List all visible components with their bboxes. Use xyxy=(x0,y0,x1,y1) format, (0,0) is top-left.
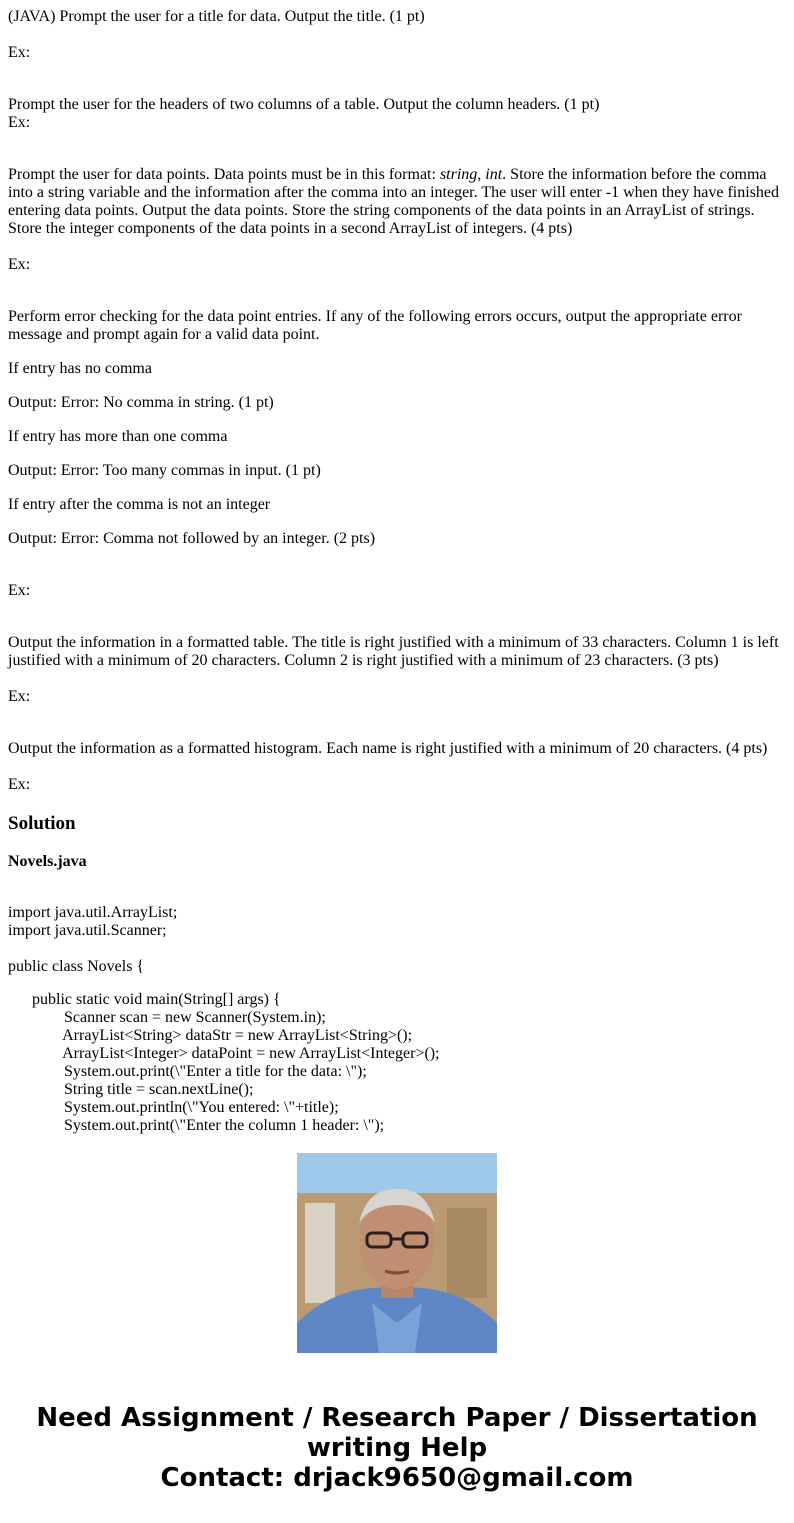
example-label: Ex: xyxy=(8,776,31,793)
code-line: System.out.print(\"Enter the column 1 header: \"); xyxy=(36,1117,385,1134)
example-label: Ex: xyxy=(8,44,31,61)
error-output-1: Output: Error: No comma in string. (1 pt) xyxy=(8,394,274,411)
code-line: System.out.print(\"Enter a title for the data: \"); xyxy=(36,1063,367,1080)
code-line: Scanner scan = new Scanner(System.in); xyxy=(36,1009,326,1026)
solution-filename: Novels.java xyxy=(8,853,87,870)
code-line: String title = scan.nextLine(); xyxy=(36,1081,254,1098)
task-3-text: Prompt the user for data points. Data points must be in this format: string, int. Store the information before the comma into a string variable and the information after the comma into an integer. The user will enter -1 when they have finished entering data points. Output the data points. Store the string components of the data points in an ArrayList of strings. Store the integer components of the data points in a second ArrayList of integers. (4 pts) xyxy=(8,166,780,237)
solution-heading: Solution xyxy=(8,813,76,834)
code-line: ArrayList<String> dataStr = new ArrayList<String>(); xyxy=(35,1027,413,1044)
example-label: Ex: xyxy=(8,688,31,705)
error-output-2: Output: Error: Too many commas in input. (1 pt) xyxy=(8,462,321,479)
promo-line: writing Help xyxy=(306,1433,488,1463)
error-condition-1: If entry has no comma xyxy=(8,360,152,377)
task-1-text: (JAVA) Prompt the user for a title for data. Output the title. (1 pt) xyxy=(8,8,425,25)
code-line: import java.util.Scanner; xyxy=(8,922,167,939)
code-listing xyxy=(8,904,786,1134)
error-condition-3: If entry after the comma is not an integer xyxy=(8,496,271,513)
code-line: public class Novels { xyxy=(8,958,145,975)
help-advertisement xyxy=(0,1403,794,1493)
task-5-text: Output the information in a formatted table. The title is right justified with a minimum of 33 characters. Column 1 is left justified with a minimum of 20 characters. Column 2 is right justified with a minimum of 23 characters. (3 pts) xyxy=(8,634,779,669)
task-4-text: Perform error checking for the data point entries. If any of the following errors occurs, output the appropriate error message and prompt again for a valid data point. xyxy=(8,308,742,343)
code-line: import java.util.ArrayList; xyxy=(8,904,178,921)
task-2-text: Prompt the user for the headers of two columns of a table. Output the column headers. (1 pt) xyxy=(8,96,600,113)
code-line: public static void main(String[] args) { xyxy=(20,991,281,1008)
example-label: Ex: xyxy=(8,582,31,599)
format-int-term: int xyxy=(485,166,503,183)
code-line: ArrayList<Integer> dataPoint = new ArrayList<Integer>(); xyxy=(35,1045,440,1062)
code-line: System.out.println(\"You entered: \"+title); xyxy=(36,1099,339,1116)
example-label: Ex: xyxy=(8,114,31,131)
error-condition-2: If entry has more than one comma xyxy=(8,428,228,445)
author-avatar xyxy=(297,1153,497,1353)
format-string-term: string xyxy=(439,166,478,183)
task-6-text: Output the information as a formatted histogram. Each name is right justified with a minimum of 20 characters. (4 pts) xyxy=(8,740,768,757)
promo-line: Need Assignment / Research Paper / Dissertation xyxy=(36,1403,758,1433)
error-output-3: Output: Error: Comma not followed by an integer. (2 pts) xyxy=(8,530,376,547)
contact-email: Contact: drjack9650@gmail.com xyxy=(160,1463,634,1493)
person-portrait-icon xyxy=(297,1153,497,1353)
example-label: Ex: xyxy=(8,256,31,273)
